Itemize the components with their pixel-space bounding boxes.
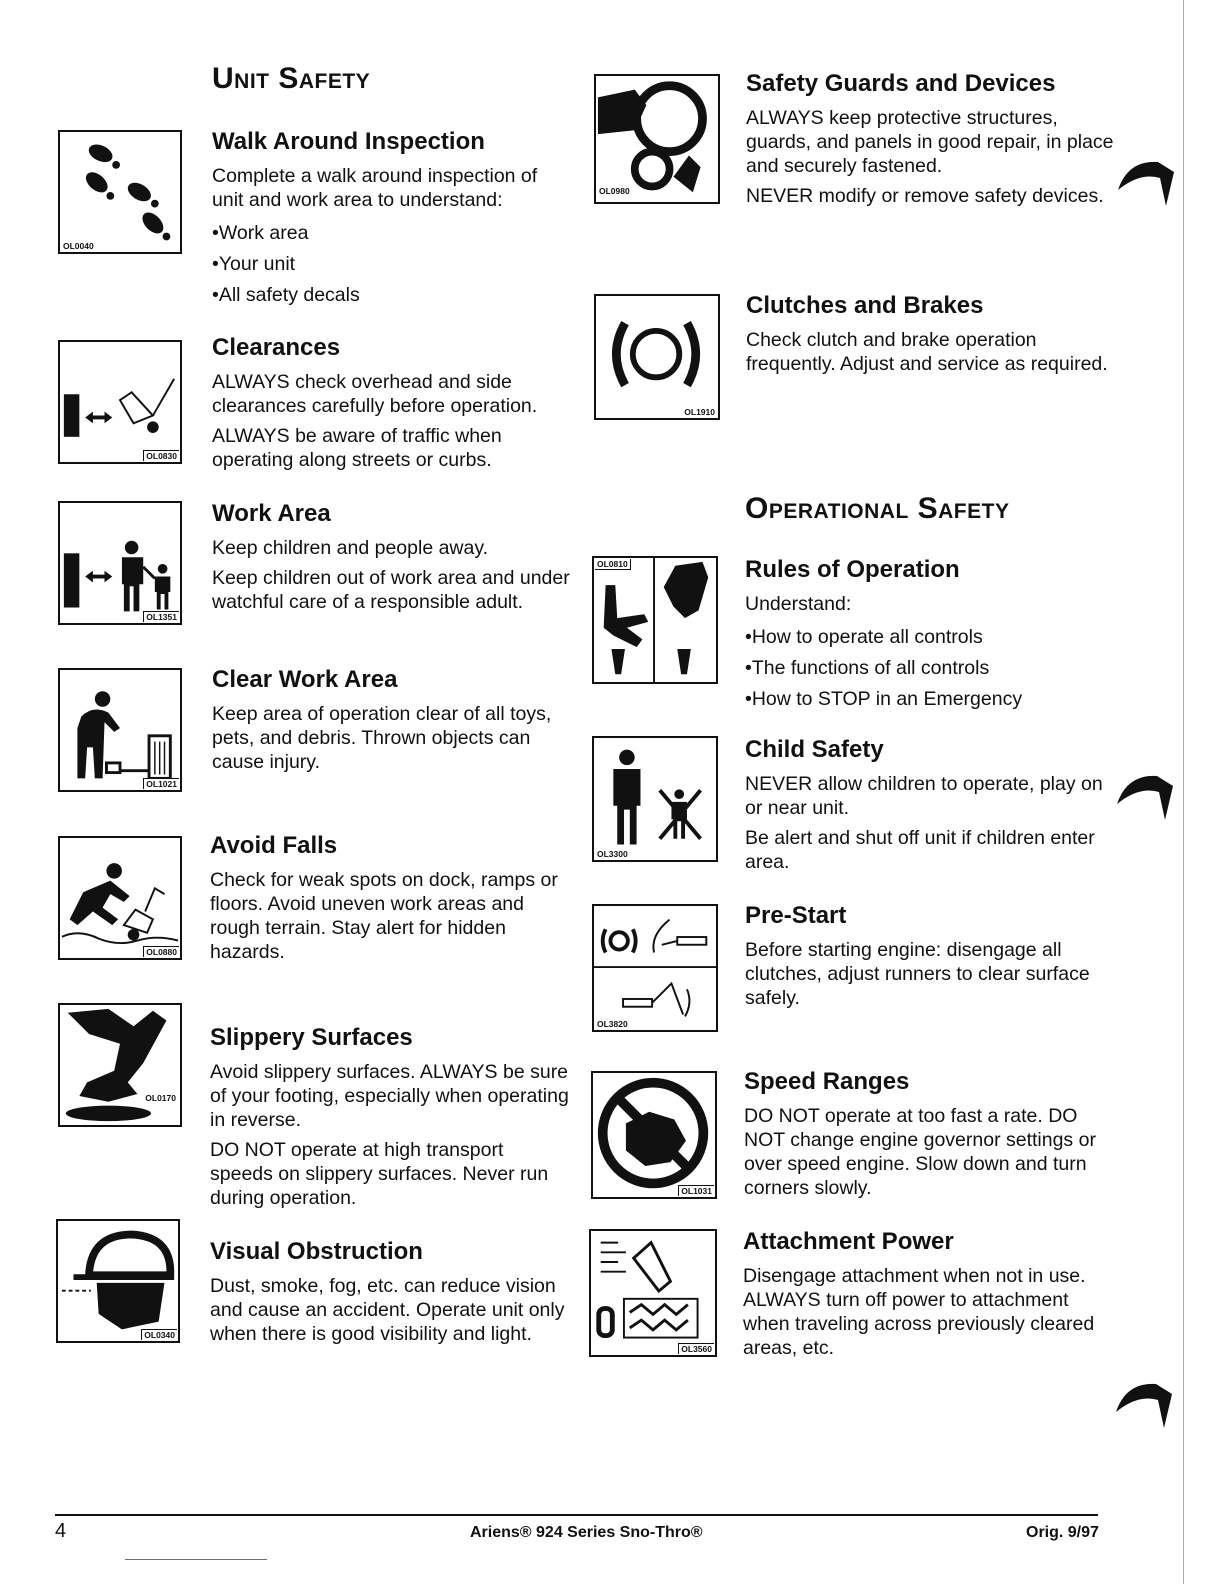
- attachment-power-icon: [589, 1229, 717, 1357]
- clear-work-area-block: [212, 666, 572, 780]
- paragraph: Check clutch and brake operation frequently. Adjust and service as required.: [746, 329, 1108, 375]
- safety-guards-block: [746, 70, 1116, 214]
- bullet-list: [745, 622, 1115, 715]
- heading: Slippery Surfaces: [210, 1024, 413, 1051]
- paragraph: Be alert and shut off unit if children enter area.: [745, 827, 1095, 873]
- icon-code: OL1351: [143, 611, 179, 622]
- visual-obstruction-icon: [56, 1219, 180, 1343]
- paragraph: Understand:: [745, 593, 852, 615]
- pre-start-block: [745, 902, 1115, 1016]
- heading: Rules of Operation: [745, 556, 960, 583]
- no-speeding-icon: [591, 1071, 717, 1199]
- paragraph: ALWAYS be aware of traffic when operating along streets or curbs.: [212, 425, 502, 471]
- paragraph: Avoid slippery surfaces. ALWAYS be sure of your footing, especially when operating in reverse.: [210, 1061, 569, 1131]
- avoid-falls-block: [210, 832, 570, 970]
- paragraph: NEVER modify or remove safety devices.: [746, 185, 1104, 207]
- icon-code: OL1021: [143, 778, 179, 789]
- margin-mark: [1113, 764, 1183, 824]
- paragraph: Keep area of operation clear of all toys, pets, and debris. Thrown objects can cause injury.: [212, 703, 552, 773]
- bullet: • How to operate all controls: [745, 622, 1115, 653]
- unit-safety-title: Unit Safety: [212, 62, 371, 95]
- heading: Clearances: [212, 334, 341, 361]
- paragraph: Before starting engine: disengage all clutches, adjust runners to clear surface safely.: [745, 939, 1090, 1009]
- child-safety-block: [745, 736, 1115, 880]
- heading: Pre-Start: [745, 902, 847, 929]
- paragraph: DO NOT operate at too fast a rate. DO NOT change engine governor settings or over speed engine. Slow down and turn corners slowly.: [744, 1105, 1096, 1199]
- bullet: • The functions of all controls: [745, 653, 1115, 684]
- speed-ranges-block: [744, 1068, 1114, 1206]
- icon-code: OL0980: [599, 186, 630, 196]
- heading: Clutches and Brakes: [746, 292, 984, 319]
- paragraph: Disengage attachment when not in use. ALWAYS turn off power to attachment when traveling across previously cleared areas, etc.: [743, 1265, 1095, 1359]
- icon-code: OL0170: [145, 1093, 176, 1103]
- icon-code: OL1910: [684, 407, 715, 417]
- paragraph: Keep children and people away.: [212, 537, 489, 559]
- operational-safety-title: Operational Safety: [745, 492, 1010, 525]
- heading: Attachment Power: [743, 1228, 954, 1255]
- footsteps-icon: [58, 130, 182, 254]
- work-area-block: [212, 500, 572, 620]
- bullet: • All safety decals: [212, 280, 572, 311]
- no-children-icon: [592, 736, 718, 862]
- icon-code: OL1031: [678, 1185, 714, 1196]
- disengage-clutch-icon: [592, 904, 718, 1032]
- keep-away-people-icon: [58, 501, 182, 625]
- icon-code: OL0880: [143, 946, 179, 957]
- margin-mark: [1114, 150, 1184, 210]
- page-number: 4: [55, 1520, 67, 1542]
- paragraph: ALWAYS check overhead and side clearances carefully before operation.: [212, 371, 538, 417]
- slippery-surfaces-block: [210, 1024, 570, 1216]
- belt-guard-icon: [594, 74, 720, 204]
- footer-rule: [55, 1514, 1098, 1516]
- slippery-surface-icon: [58, 1003, 182, 1127]
- bullet: • How to STOP in an Emergency: [745, 684, 1115, 715]
- brake-icon: [594, 294, 720, 420]
- icon-code: OL3820: [597, 1019, 628, 1029]
- icon-code: OL3300: [597, 849, 628, 859]
- icon-code: OL0810: [595, 559, 631, 570]
- bullet-list: [212, 218, 572, 311]
- heading: Clear Work Area: [212, 666, 398, 693]
- footer-title: Ariens® 924 Series Sno-Thro®: [470, 1524, 703, 1541]
- paragraph: DO NOT operate at high transport speeds on slippery surfaces. Never run during operation.: [210, 1139, 549, 1209]
- paragraph: Complete a walk around inspection of unit and work area to understand:: [212, 165, 538, 211]
- paragraph: ALWAYS keep protective structures, guards, and panels in good repair, in place and securely fastened.: [746, 107, 1114, 177]
- heading: Speed Ranges: [744, 1068, 910, 1095]
- heading: Work Area: [212, 500, 331, 527]
- footer-orig-date: Orig. 9/97: [1026, 1524, 1099, 1541]
- clear-debris-icon: [58, 668, 182, 792]
- clearance-icon: [58, 340, 182, 464]
- icon-code: OL3560: [678, 1343, 714, 1354]
- bullet: • Work area: [212, 218, 572, 249]
- fall-hazard-icon: [58, 836, 182, 960]
- page-edge-line: [1183, 0, 1184, 1584]
- heading: Avoid Falls: [210, 832, 338, 859]
- icon-code: OL0040: [63, 241, 94, 251]
- clutches-and-brakes-block: [746, 292, 1116, 382]
- blue-line: [125, 1559, 267, 1560]
- visual-obstruction-block: [210, 1238, 570, 1352]
- paragraph: NEVER allow children to operate, play on or near unit.: [745, 773, 1103, 819]
- paragraph: Dust, smoke, fog, etc. can reduce vision and cause an accident. Operate unit only when there is good visibility and light.: [210, 1275, 565, 1345]
- rules-of-operation-block: [745, 556, 1115, 715]
- margin-mark: [1112, 1372, 1182, 1432]
- paragraph: Keep children out of work area and under watchful care of a responsible adult.: [212, 567, 570, 613]
- icon-code: OL0340: [141, 1329, 177, 1340]
- paragraph: Check for weak spots on dock, ramps or floors. Avoid uneven work areas and rough terrain. Stay alert for hidden hazards.: [210, 869, 558, 963]
- heading: Safety Guards and Devices: [746, 70, 1056, 97]
- walk-around-inspection-block: [212, 128, 572, 311]
- bullet: • Your unit: [212, 249, 572, 280]
- icon-code: OL0830: [143, 450, 179, 461]
- heading: Walk Around Inspection: [212, 128, 485, 155]
- read-manual-hands-icon: [592, 556, 718, 684]
- heading: Visual Obstruction: [210, 1238, 423, 1265]
- clearances-block: [212, 334, 572, 478]
- attachment-power-block: [743, 1228, 1113, 1366]
- heading: Child Safety: [745, 736, 884, 763]
